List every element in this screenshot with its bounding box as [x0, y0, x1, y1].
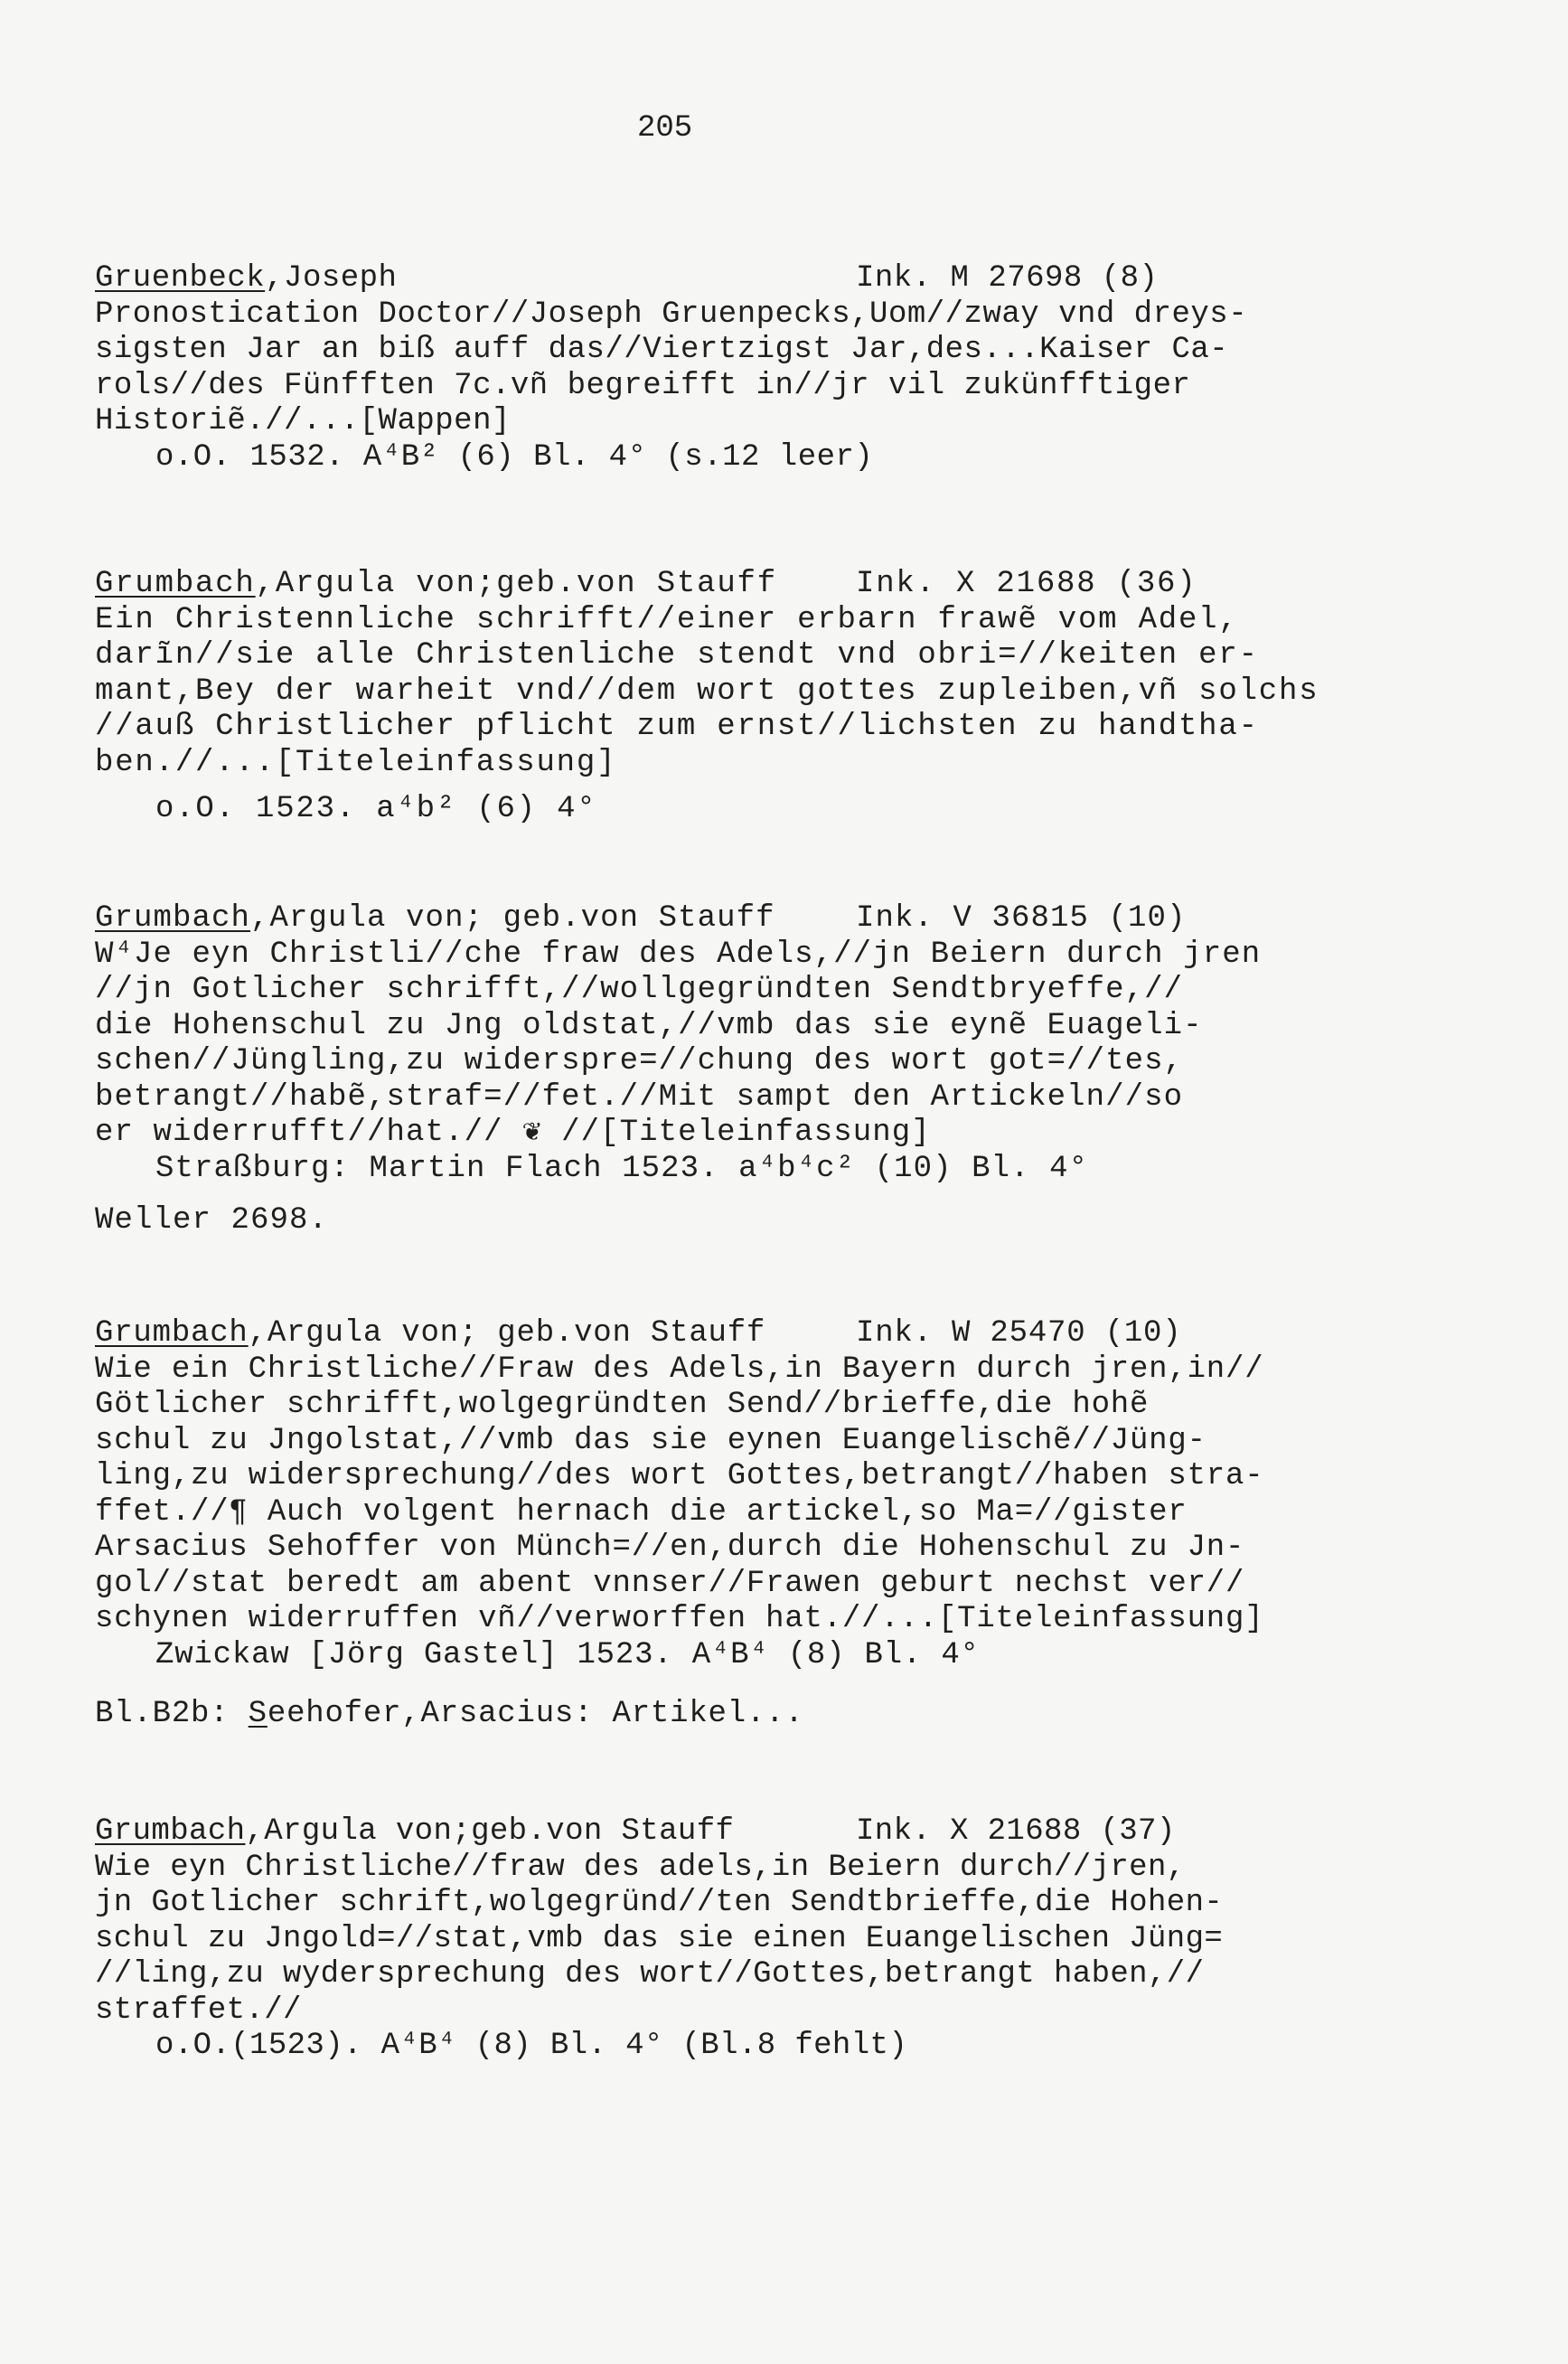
author-forenames: ,Argula von; geb.von Stauff — [248, 1316, 766, 1351]
title-line: sigsten Jar an biß auff das//Viertzigst Jar,des...Kaiser Ca- — [95, 333, 1229, 367]
title-line: ling,zu widersprechung//des wort Gottes,betrangt//haben stra- — [95, 1459, 1264, 1493]
entry-heading — [95, 1316, 1505, 1352]
shelfmark: Ink. M 27698 (8) — [856, 261, 1159, 296]
author-surname: Gruenbeck — [95, 261, 266, 296]
title-line: schul zu Jngold=//stat,vmb das sie einen Euangelischen Jüng= — [95, 1921, 1224, 1956]
entry-heading — [95, 901, 1505, 937]
shelfmark: Ink. X 21688 (36) — [856, 567, 1197, 601]
title-line: ffet.//¶ Auch volgent hernach die artickel,so Ma=//gister — [95, 1494, 1188, 1530]
title-line: //jn Gotlicher schrifft,//wollgegründten Sendtbryeffe,// — [95, 973, 1184, 1007]
title-line: straffet.// — [95, 1992, 302, 2028]
title-line: schen//Jüngling,zu widerspre=//chung des wort got=//tes, — [95, 1044, 1184, 1078]
title-line: Pronostication Doctor//Joseph Gruenpecks,Uom//zway vnd dreys- — [95, 297, 1248, 332]
shelfmark: Ink. W 25470 (10) — [856, 1316, 1182, 1351]
entry-heading — [95, 261, 1505, 297]
author-forenames: ,Argula von;geb.von Stauff — [255, 567, 777, 601]
note-rest: eehofer,Arsacius: Artikel... — [267, 1697, 804, 1731]
title-line: //auß Christlicher pflicht zum ernst//lichsten zu handtha- — [95, 710, 1259, 744]
imprint-line: o.O. 1532. A⁴B² (6) Bl. 4° (s.12 leer) — [155, 439, 874, 475]
title-line: schul zu Jngolstat,//vmb das sie eynen Euangelischẽ//Jüng- — [95, 1423, 1207, 1458]
title-line: die Hohenschul zu Jng oldstat,//vmb das sie eynẽ Euageli- — [95, 1008, 1203, 1043]
author-forenames: ,Joseph — [265, 261, 398, 296]
entry-heading — [95, 567, 1505, 603]
title-line: Götlicher schrifft,wolgegründten Send//brieffe,die hohẽ — [95, 1388, 1150, 1422]
catalog-entry — [95, 567, 1505, 828]
note-underlined-initial: S — [248, 1697, 268, 1731]
title-line: darĩn//sie alle Christenliche stendt vnd obri=//keiten er- — [95, 638, 1259, 673]
title-line: Arsacius Sehoffer von Münch=//en,durch die Hohenschul zu Jn- — [95, 1530, 1245, 1565]
title-line: //ling,zu wydersprechung des wort//Gottes,betrangt haben,// — [95, 1957, 1205, 1992]
title-line: er widerrufft//hat.// ❦ //[Titeleinfassung] — [95, 1116, 931, 1150]
entry-heading — [95, 1814, 1505, 1851]
author-surname: Grumbach — [95, 567, 256, 601]
author-surname: Grumbach — [95, 1814, 246, 1849]
imprint-line: Straßburg: Martin Flach 1523. a⁴b⁴c² (10) Bl. 4° — [155, 1151, 1089, 1186]
shelfmark: Ink. V 36815 (10) — [856, 901, 1187, 936]
title-line: Ein Christennliche schrifft//einer erbarn frawẽ vom Adel, — [95, 602, 1239, 637]
imprint-line: o.O. 1523. a⁴b² (6) 4° — [155, 792, 597, 826]
author-forenames: ,Argula von;geb.von Stauff — [245, 1814, 735, 1849]
title-line: rols//des Fünfften 7c.vñ begreifft in//jr vil zukünfftiger — [95, 368, 1191, 403]
title-line: betrangt//habẽ,straf=//fet.//Mit sampt den Artickeln//so — [95, 1079, 1184, 1115]
note-prefix: Bl.B2b: — [95, 1697, 249, 1731]
title-line: ben.//...[Titeleinfassung] — [95, 745, 617, 780]
catalog-entry — [95, 901, 1505, 1239]
title-line: Historiẽ.//...[Wappen] — [95, 404, 511, 438]
author-surname: Grumbach — [95, 1316, 249, 1351]
title-line: jn Gotlicher schrift,wolgegründ//ten Sendtbrieffe,die Hohen- — [95, 1886, 1224, 1920]
title-line: mant,Bey der warheit vnd//dem wort gottes zupleiben,vñ solchs — [95, 673, 1319, 709]
reference-note: Weller 2698. — [95, 1203, 329, 1238]
catalog-entry — [95, 261, 1505, 476]
catalog-entry — [95, 1814, 1505, 2065]
title-line: gol//stat beredt am abent vnnser//Frawen geburt nechst ver// — [95, 1566, 1245, 1601]
catalog-entry — [95, 1316, 1505, 1733]
title-line: Wie ein Christliche//Fraw des Adels,in Bayern durch jren,in// — [95, 1352, 1264, 1387]
title-line: W⁴Je eyn Christli//che fraw des Adels,//jn Beiern durch jren — [95, 937, 1262, 972]
shelfmark: Ink. X 21688 (37) — [856, 1814, 1176, 1849]
title-line: schynen widerruffen vñ//verworffen hat.//...[Titeleinfassung] — [95, 1602, 1264, 1636]
title-line: Wie eyn Christliche//fraw des adels,in Beiern durch//jren, — [95, 1850, 1186, 1885]
page-number: 205 — [637, 111, 693, 146]
imprint-line: Zwickaw [Jörg Gastel] 1523. A⁴B⁴ (8) Bl. 4° — [155, 1637, 980, 1672]
reference-note — [95, 1697, 1505, 1733]
imprint-line: o.O.(1523). A⁴B⁴ (8) Bl. 4° (Bl.8 fehlt) — [155, 2029, 908, 2063]
author-surname: Grumbach — [95, 901, 251, 936]
author-forenames: ,Argula von; geb.von Stauff — [250, 901, 775, 936]
